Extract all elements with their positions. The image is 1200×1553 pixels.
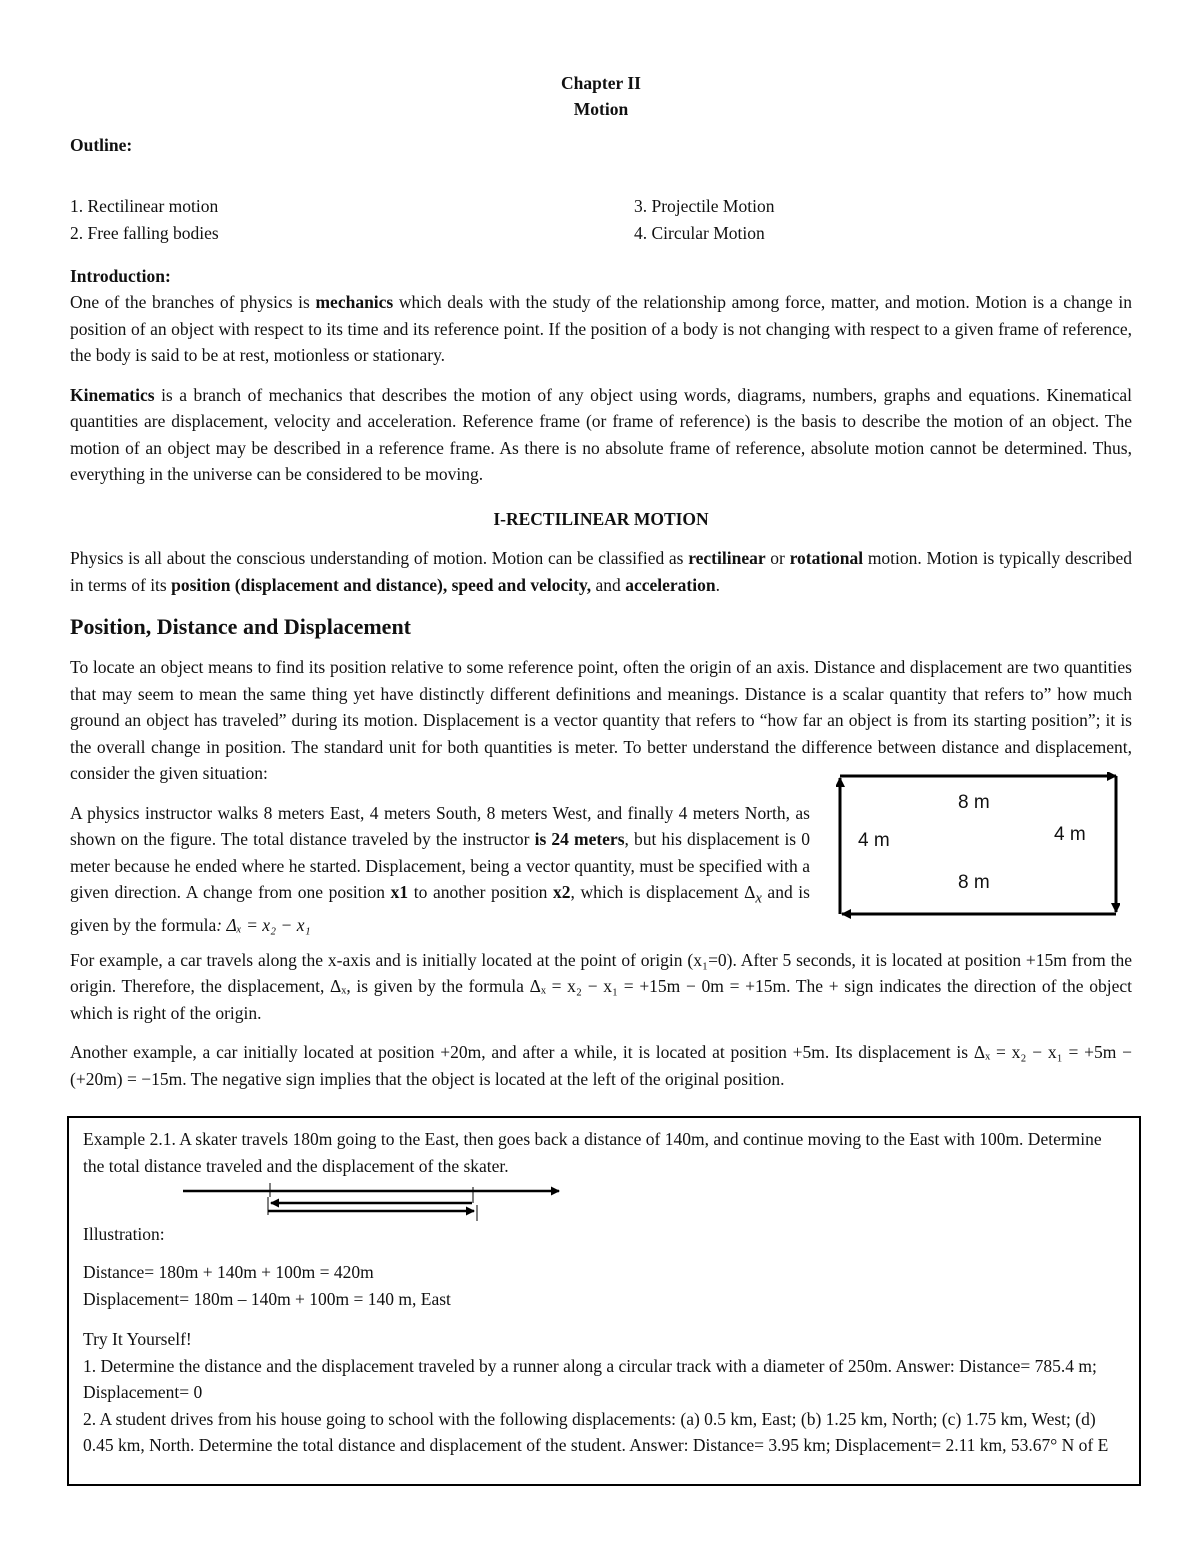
instructor-example (70, 791, 1132, 935)
try-label: Try It Yourself! (83, 1329, 192, 1349)
example-distance: Distance= 180m + 140m + 100m = 420m (83, 1262, 374, 1282)
right-side-label: 4 m (1054, 823, 1086, 845)
skater-path-svg (183, 1183, 583, 1235)
bottom-side-label: 8 m (958, 871, 990, 893)
subsection-heading: Position, Distance and Displacement (70, 614, 411, 639)
example-box (67, 1116, 1141, 1486)
example-intro: Example 2.1. A skater travels 180m going to the East, then goes back a distance of 140m, and continue moving to the East with 100m. Determine the total distance traveled and the displacement of the skater. (83, 1129, 1102, 1176)
chapter-heading (70, 70, 1132, 122)
rectangle-path-diagram (836, 772, 1120, 920)
chapter-number: Chapter II (561, 73, 641, 93)
outline-item: 1. Rectilinear motion (70, 195, 219, 216)
try-question-2: 2. A student drives from his house going to school with the following displacements: (a) 0.5 km, East; (b) 1.25 km, North; (c) 1.75 km, West; (d) 0.45 km, North. Determine the total distance and displacement of the student. Answer: Distance= 3.95 km; Displacement= 2.11 km, 53.67° N of E (83, 1408, 1109, 1455)
section-title: I-RECTILINEAR MOTION (493, 508, 709, 529)
outline-label: Outline: (70, 135, 133, 155)
outline-item: 2. Free falling bodies (70, 222, 219, 243)
car-example-paragraph: For example, a car travels along the x-axis and is initially located at the point of origin (x₁=0). After 5 seconds, it is located at position +15m from the origin. Therefore, the displacement, Δₓ, is given by the formula Δₓ = x₂ − x₁ = +15m − 0m = +15m. The + sign indicates the direction of the object which is right of the origin. (70, 949, 1132, 1023)
outline-item: 4. Circular Motion (634, 222, 765, 243)
left-side-label: 4 m (858, 829, 890, 851)
example-displacement: Displacement= 180m – 140m + 100m = 140 m, East (83, 1288, 451, 1309)
illustration-label: Illustration: (83, 1224, 165, 1244)
outline-item: 3. Projectile Motion (634, 195, 775, 216)
document-page (70, 70, 1132, 1092)
introduction-paragraph: One of the branches of physics is mechanics which deals with the study of the relationship among force, matter, and motion. Motion is a change in position of an object with respect to its time and its reference point. If the position of a body is not changing with respect to a given frame of reference, the body is said to be at rest, motionless or stationary. (70, 292, 1132, 365)
rectilinear-paragraph: Physics is all about the conscious understanding of motion. Motion can be classified as rectilinear or rotational motion. Motion is typically described in terms of its position (displacement and distance), speed and velocity, and acceleration. (70, 548, 1133, 595)
kinematics-paragraph: Kinematics is a branch of mechanics that describes the motion of any object using words, diagrams, numbers, graphs and equations. Kinematical quantities are displacement, velocity and acceleration. Reference frame (or frame of reference) is the basis to describe the motion of an object. The motion of an object may be described in a reference frame. As there is no absolute frame of reference, absolute motion cannot be determined. Thus, everything in the universe can be considered to be moving. (70, 384, 1132, 484)
chapter-title: Motion (573, 99, 629, 119)
second-car-paragraph: Another example, a car initially located at position +20m, and after a while, it is located at position +5m. Its displacement is Δₓ = x₂ − x₁ = +5m − (+20m) = −15m. The negative sign implies that the object is located at the left of the original position. (70, 1042, 1132, 1089)
outline-list (70, 193, 1132, 249)
instructor-paragraph: A physics instructor walks 8 meters East, 4 meters South, 8 meters West, and finally 4 meters North, as shown on the figure. The total distance traveled by the instructor is 24 meters, but his displacement is 0 meter because he ended where he started. Displacement, being a vector quantity, must be specified with a given direction. A change from one position x1 to another position x2, which is displacement $\Delta_x$ and is given by the formula: Δₓ = x₂ − x₁ (70, 802, 810, 935)
introduction-label: Introduction: (70, 265, 171, 286)
illustration (83, 1179, 1125, 1251)
position-paragraph: To locate an object means to find its position relative to some reference point, often the origin of an axis. Distance and displacement are two quantities that may seem to mean the same thing yet have distinctly different definitions and meanings. Distance is a scalar quantity that refers to” how much ground an object has traveled” during its motion. Displacement is a vector quantity that refers to “how far an object is from its starting position”; it is the overall change in position. The standard unit for both quantities is meter. To better understand the difference between distance and displacement, consider the given situation: (70, 657, 1132, 783)
top-side-label: 8 m (958, 791, 990, 813)
try-question-1: 1. Determine the distance and the displacement traveled by a runner along a circular track with a diameter of 250m. Answer: Distance= 785.4 m; Displacement= 0 (83, 1355, 1097, 1402)
